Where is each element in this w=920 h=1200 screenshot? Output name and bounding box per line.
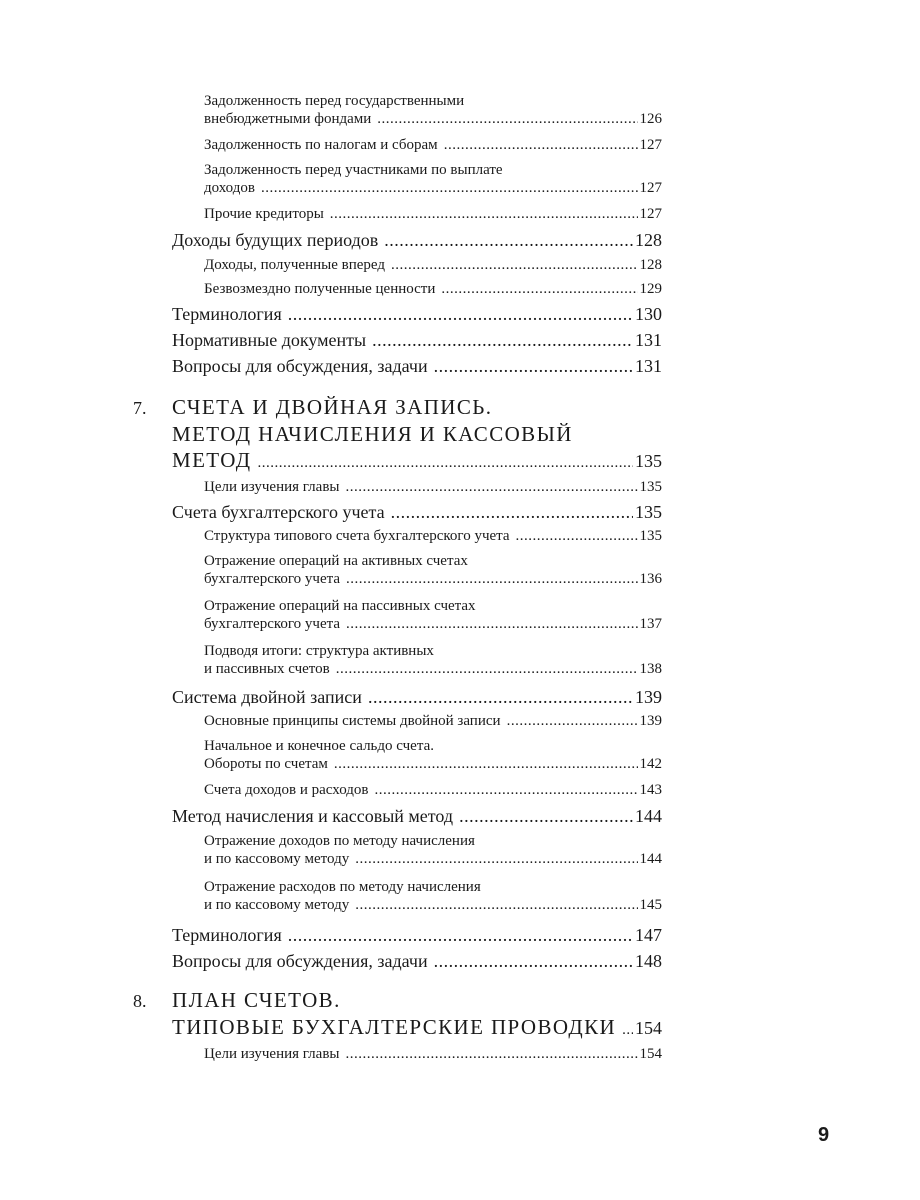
toc-entry-title: Доходы, полученные вперед <box>204 257 385 273</box>
toc-chapter <box>172 987 662 1043</box>
toc-entry <box>204 782 662 799</box>
toc-entry <box>204 206 662 223</box>
toc-page-number: 142 <box>639 756 662 772</box>
dot-leader <box>441 281 637 298</box>
dot-leader <box>346 616 637 633</box>
toc-page-number: 135 <box>639 479 662 495</box>
toc-page-number: 135 <box>635 451 662 471</box>
toc-entry <box>204 528 662 545</box>
toc-section-title: Терминология <box>172 925 282 945</box>
toc-entry <box>204 832 662 868</box>
toc-section <box>172 951 662 972</box>
toc-section-title: Терминология <box>172 304 282 324</box>
dot-leader <box>288 304 633 325</box>
toc-entry <box>204 257 662 274</box>
toc-entry-title: Задолженность по налогам и сборам <box>204 137 438 153</box>
toc-entry-title-line: бухгалтерского учета <box>204 571 341 587</box>
toc-section-title: Доходы будущих периодов <box>172 230 379 250</box>
toc-page-number: 139 <box>639 713 662 729</box>
dot-leader <box>384 230 633 251</box>
dot-leader <box>330 206 638 223</box>
toc-section <box>172 304 662 325</box>
dot-leader <box>391 502 633 523</box>
toc-entry <box>204 479 662 496</box>
toc-page-number: 139 <box>635 687 662 707</box>
toc-page-number: 148 <box>635 951 662 971</box>
dot-leader <box>258 450 634 476</box>
toc-entry-title-line: Задолженность перед участниками по выплате <box>204 162 503 178</box>
toc-entry <box>204 281 662 298</box>
toc-chapter <box>172 394 662 476</box>
toc-page-number: 128 <box>635 230 662 250</box>
dot-leader <box>346 1046 638 1063</box>
toc-entry-title-line: и по кассовому методу <box>204 851 350 867</box>
toc-page-number: 128 <box>639 257 662 273</box>
toc-page-number: 144 <box>639 851 662 867</box>
toc-section-title: Счета бухгалтерского учета <box>172 502 385 522</box>
toc-page-number: 154 <box>635 1018 662 1038</box>
toc-entry-title-line: Задолженность перед государственными <box>204 93 465 109</box>
dot-leader <box>391 257 638 274</box>
toc-entry-title-line: Подводя итоги: структура активных <box>204 643 434 659</box>
dot-leader <box>334 756 638 773</box>
chapter-title-line: СЧЕТА И ДВОЙНАЯ ЗАПИСЬ. <box>172 395 493 419</box>
toc-page-number: 154 <box>639 1046 662 1062</box>
toc-page-number: 143 <box>639 782 662 798</box>
toc-section <box>172 330 662 351</box>
toc-page-number: 127 <box>639 180 662 196</box>
toc-entry-title-line: внебюджетными фондами <box>204 111 372 127</box>
toc-entry-title: Безвозмездно полученные ценности <box>204 281 436 297</box>
toc-page-number: 129 <box>639 281 662 297</box>
chapter-title-line: МЕТОД НАЧИСЛЕНИЯ И КАССОВЫЙ <box>172 422 573 446</box>
toc-section <box>172 502 662 523</box>
toc-entry-title: Счета доходов и расходов <box>204 782 369 798</box>
toc-entry-title-line: Отражение операций на активных счетах <box>204 553 468 569</box>
page-number: 9 <box>818 1124 830 1146</box>
chapter-number: 7. <box>133 398 147 418</box>
dot-leader <box>355 851 637 868</box>
toc-entry <box>204 92 662 128</box>
chapter-title-line: МЕТОД <box>172 448 252 472</box>
toc-entry <box>204 878 662 914</box>
toc-page-number: 130 <box>635 304 662 324</box>
toc-entry-title-line: доходов <box>204 180 255 196</box>
toc-page-number: 144 <box>635 806 662 826</box>
toc-page-number: 135 <box>639 528 662 544</box>
dot-leader <box>346 479 638 496</box>
toc-section-title: Вопросы для обсуждения, задачи <box>172 356 428 376</box>
dot-leader <box>368 687 633 708</box>
toc-entry <box>204 137 662 154</box>
dot-leader <box>355 897 637 914</box>
dot-leader <box>507 713 638 730</box>
chapter-title-line: ТИПОВЫЕ БУХГАЛТЕРСКИЕ ПРОВОДКИ <box>172 1015 617 1039</box>
toc-entry <box>204 1046 662 1063</box>
dot-leader <box>288 925 633 946</box>
toc-entry <box>204 713 662 730</box>
toc-entry <box>204 642 662 678</box>
toc-section-title: Метод начисления и кассовый метод <box>172 806 454 826</box>
toc-entry <box>204 161 662 197</box>
dot-leader <box>374 782 637 799</box>
dot-leader <box>444 137 638 154</box>
dot-leader <box>622 1017 633 1043</box>
toc-entry-title-line: Отражение доходов по методу начисления <box>204 833 475 849</box>
toc-section <box>172 925 662 946</box>
toc-section <box>172 687 662 708</box>
toc-section-title: Вопросы для обсуждения, задачи <box>172 951 428 971</box>
dot-leader <box>459 806 633 827</box>
toc-page-number: 138 <box>639 661 662 677</box>
chapter-title-line: ПЛАН СЧЕТОВ. <box>172 988 341 1012</box>
dot-leader <box>346 571 637 588</box>
toc-page-number: 131 <box>635 356 662 376</box>
toc-entry-title: Цели изучения главы <box>204 479 340 495</box>
toc-entry-title-line: Обороты по счетам <box>204 756 328 772</box>
toc-entry-title-line: Начальное и конечное сальдо счета. <box>204 738 434 754</box>
toc-entry-title-line: и пассивных счетов <box>204 661 330 677</box>
toc-section-title: Нормативные документы <box>172 330 367 350</box>
toc-entry-title-line: Отражение расходов по методу начисления <box>204 879 481 895</box>
dot-leader <box>516 528 638 545</box>
toc-section <box>172 356 662 377</box>
toc-entry <box>204 737 662 773</box>
toc-entry-title: Цели изучения главы <box>204 1046 340 1062</box>
dot-leader <box>377 111 637 128</box>
toc-entry-title-line: Отражение операций на пассивных счетах <box>204 598 476 614</box>
toc-page-number: 145 <box>639 897 662 913</box>
toc-entry <box>204 552 662 588</box>
toc-page-number: 131 <box>635 330 662 350</box>
dot-leader <box>336 661 638 678</box>
toc-entry <box>204 597 662 633</box>
toc-page-number: 127 <box>639 137 662 153</box>
toc-entry-title: Структура типового счета бухгалтерского учета <box>204 528 510 544</box>
toc-page-number: 137 <box>639 616 662 632</box>
chapter-number: 8. <box>133 991 147 1011</box>
toc-entry-title: Прочие кредиторы <box>204 206 324 222</box>
dot-leader <box>434 951 633 972</box>
toc-section-title: Система двойной записи <box>172 687 362 707</box>
toc-page-number: 127 <box>639 206 662 222</box>
toc-entry-title: Основные принципы системы двойной записи <box>204 713 501 729</box>
toc-page-number: 126 <box>639 111 662 127</box>
toc-entry-title-line: и по кассовому методу <box>204 897 350 913</box>
dot-leader <box>434 356 633 377</box>
toc-page-number: 135 <box>635 502 662 522</box>
toc-page-number: 136 <box>639 571 662 587</box>
toc-entry-title-line: бухгалтерского учета <box>204 616 341 632</box>
dot-leader <box>261 180 638 197</box>
toc-section <box>172 230 662 251</box>
dot-leader <box>372 330 633 351</box>
toc-page-number: 147 <box>635 925 662 945</box>
toc-section <box>172 806 662 827</box>
